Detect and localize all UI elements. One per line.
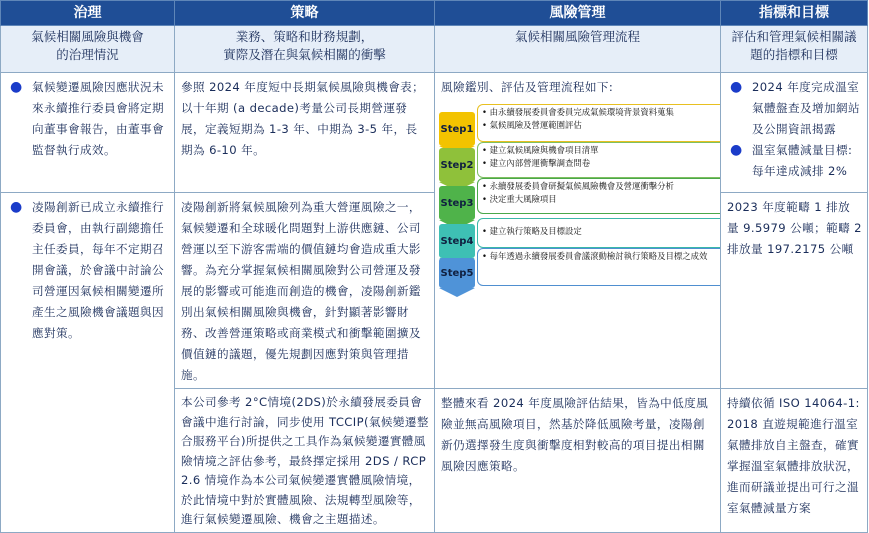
metrics-cell-3 xyxy=(721,389,868,533)
step1-item: • 氣候風險及營運範圍評估 xyxy=(482,120,582,130)
strategy-text-1: 參照 2024 年度短中長期氣候風險與機會表；以十年期 (a decade)考量公司長期營運發展，定義短期為 1-3 年、中期為 3-5 年，長期為 6-10 年。 xyxy=(181,80,425,157)
metrics-text-2: 溫室氣體減量目標: 每年達成減排 2% xyxy=(752,143,853,178)
content-row-1 xyxy=(1,73,868,193)
subheader-governance: 氣候相關風險與機會 的治理情況 xyxy=(1,26,175,73)
step1-box xyxy=(477,104,721,142)
step5-arrow: Step5 xyxy=(439,258,475,288)
step5-box xyxy=(477,248,721,286)
step3-box xyxy=(477,178,721,214)
metrics-cell-2 xyxy=(721,193,868,389)
step4-box xyxy=(477,218,721,248)
strategy-cell-2 xyxy=(175,193,435,389)
step2-item: • 建立氣候風險與機會項目清單 xyxy=(482,145,599,155)
governance-cell-1 xyxy=(1,73,175,193)
step1-arrow: Step1 xyxy=(439,112,475,146)
step3-arrow: Step3 xyxy=(439,186,475,220)
content-row-2 xyxy=(1,193,868,389)
strategy-text-3: 本公司參考 2°C情境(2DS)於永續發展委員會會議中進行討論，同步使用 TCCIP(氣候變遷整合服務平台)所提供之工具作為氣候變遷實體風險情境之評估參考，最終擇定採用 2DS / RCP2.6 情境作為本公司氣候變遷實體風險情境，於此情境中對於實體風險、法規轉型風險等，進行氣候變遷風險、機會之主題描述。 xyxy=(181,395,429,526)
step4-item: • 建立執行策略及目標設定 xyxy=(482,226,582,236)
metrics-cell-1 xyxy=(721,73,868,193)
list-item xyxy=(7,77,169,161)
strategy-cell-3 xyxy=(175,389,435,533)
step2-item: • 建立內部營運衝擊調查問卷 xyxy=(482,158,591,168)
governance-cell-2 xyxy=(1,193,175,533)
strategy-text-2: 凌陽創新將氣候風險列為重大營運風險之一，氣候變遷和全球暖化問題對上游供應鏈、公司營運以至下游客需端的價值鏈均會造成重大影響。為充分掌握氣候相關風險對公司營運及發展的影響或可能進而創造的機會，凌陽創新鑑別出氣候相關風險與機會，針對顯著影響財務、改善營運策略或商業模式和衝擊範圍擴及價值鏈的議題，優先規劃因應對策與管理措施。 xyxy=(181,200,421,382)
metrics-text-3: 2023 年度範疇 1 排放量 9.5979 公噸；範疇 2 排放量 197.2175 公噸 xyxy=(727,200,862,256)
strategy-cell-1 xyxy=(175,73,435,193)
subheader-row xyxy=(1,26,868,73)
step3-item: • 永續發展委員會研擬氣候風險機會及營運衝擊分析 xyxy=(482,181,674,191)
step2-box xyxy=(477,142,721,178)
step1-item: • 由永續發展委員會委員完成氣候環境背景資料蒐集 xyxy=(482,107,674,117)
bullet-icon: ● xyxy=(730,142,743,158)
header-governance: 治理 xyxy=(1,1,175,26)
risk-intro: 風險鑑別、評估及管理流程如下: xyxy=(441,80,614,94)
header-risk-management: 風險管理 xyxy=(435,1,721,26)
risk-cell-2 xyxy=(435,389,721,533)
metrics-text-1: 2024 年度完成溫室氣體盤查及增加網站及公開資訊揭露 xyxy=(752,80,860,136)
list-item xyxy=(7,197,169,344)
list-item xyxy=(727,77,862,140)
bullet-icon: ● xyxy=(730,79,743,95)
list-item xyxy=(727,140,862,182)
risk-process-diagram xyxy=(439,102,720,290)
step4-arrow: Step4 xyxy=(439,224,475,258)
step5-item: • 每年透過永續發展委員會議滾動檢討執行策略及目標之成效 xyxy=(482,251,708,261)
subheader-risk: 氣候相關風險管理流程 xyxy=(435,26,721,73)
step2-arrow: Step2 xyxy=(439,148,475,182)
header-metrics-targets: 指標和目標 xyxy=(721,1,868,26)
subheader-strategy: 業務、策略和財務規劃， 實際及潛在與氣候相關的衝擊 xyxy=(175,26,435,73)
bullet-icon: ● xyxy=(10,79,23,95)
governance-text-2: 凌陽創新已成立永續推行委員會，由執行副總擔任主任委員，每年不定期召開會議，於會議中討論公司營運因氣候相關變遷所產生之風險機會議題與因應對策。 xyxy=(32,200,164,340)
bullet-icon: ● xyxy=(10,199,23,215)
header-row xyxy=(1,1,868,26)
subheader-metrics: 評估和管理氣候相關議 題的指標和目標 xyxy=(721,26,868,73)
governance-text-1: 氣候變遷風險因應狀況未來永續推行委員會將定期向董事會報告，由董事會監督執行成效。 xyxy=(32,80,164,157)
header-strategy: 策略 xyxy=(175,1,435,26)
risk-cell-1 xyxy=(435,73,721,389)
risk-text-2: 整體來看 2024 年度風險評估結果，皆為中低度風險並無高風險項目，然基於降低風險考量，凌陽創新仍選擇發生度與衝擊度相對較高的項目提出相關風險因應策略。 xyxy=(441,396,709,473)
step3-item: • 決定重大風險項目 xyxy=(482,194,557,204)
metrics-text-4: 持續依循 ISO 14064-1: 2018 直遊規範進行溫室氣體排放自主盤查，確實掌握溫室氣體排放狀況，進而研議並提出可行之溫室氣體減量方案 xyxy=(727,396,860,515)
